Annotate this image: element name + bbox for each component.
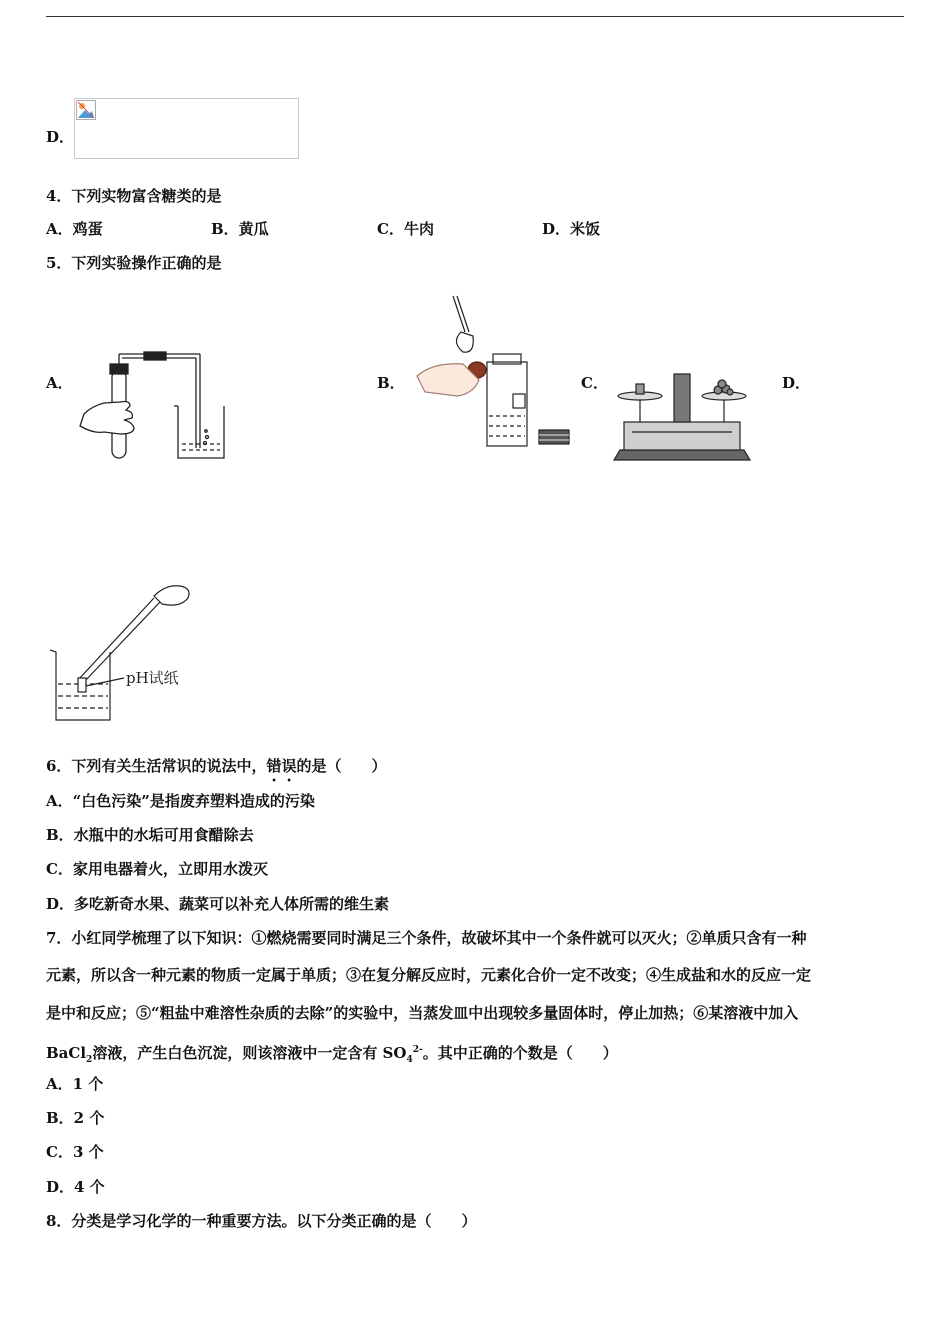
q6-option-a: A．“白色污染”是指废弃塑料造成的污染 [46,792,315,810]
airtightness-check-figure [74,348,234,464]
q7-line-4: BaCl$_2$溶液，产生白色沉淀，则该溶液中一定含有 $SO_4^{2-}$。其中正确的个数是（ ） [46,1044,618,1065]
dropper-figure [413,292,583,452]
q6-option-b: B．水瓶中的水垢可用食醋除去 [46,826,254,844]
q4-option-b: B．黄瓜 [211,220,269,238]
q7-line-3: 是中和反应；⑤“粗盐中难溶性杂质的去除”的实验中，当蒸发皿中出现较多量固体时，停止加热；⑥某溶液中加入 [46,1004,799,1022]
q7-option-b: B．2 个 [46,1109,105,1127]
q3-option-d-label: D． [46,128,75,146]
q6-option-c: C．家用电器着火，立即用水泼灭 [46,860,268,878]
q5-option-d-label: D． [782,374,811,392]
broken-image-placeholder [74,98,299,159]
q7-option-c: C．3 个 [46,1143,104,1161]
q4-option-c: C．牛肉 [377,220,434,238]
q4-stem: 4．下列实物富含糖类的是 [46,187,222,205]
q6-emphasis-word: 错误 [266,757,297,775]
q4-option-a: A．鸡蛋 [46,220,103,238]
ph-test-figure [50,572,200,724]
q7-line-2: 元素，所以含一种元素的物质一定属于单质；③在复分解反应时，元素化合价一定不改变；④生成盐和水的反应一定 [46,966,812,984]
q6-option-d: D．多吃新奇水果、蔬菜可以补充人体所需的维生素 [46,895,390,913]
q7-option-a: A．1 个 [46,1075,104,1093]
broken-image-icon [76,100,96,120]
header-rule [46,16,904,17]
q8-stem: 8．分类是学习化学的一种重要方法。以下分类正确的是（ ） [46,1212,477,1230]
q5-option-a-label: A． [46,374,73,392]
q5-stem: 5．下列实验操作正确的是 [46,254,222,272]
q5-option-c-label: C． [581,374,608,392]
balance-scale-figure [612,372,752,464]
q6-stem: 6．下列有关生活常识的说法中，错误的是（ ） [46,757,387,775]
q7-option-d: D．4 个 [46,1178,105,1196]
ph-paper-label: pH试纸 [126,669,179,687]
q4-option-d: D．米饭 [542,220,601,238]
q5-option-b-label: B． [377,374,405,392]
q7-line-1: 7．小红同学梳理了以下知识：①燃烧需要同时满足三个条件，故破坏其中一个条件就可以灭火；②单质只含有一种 [46,929,807,947]
